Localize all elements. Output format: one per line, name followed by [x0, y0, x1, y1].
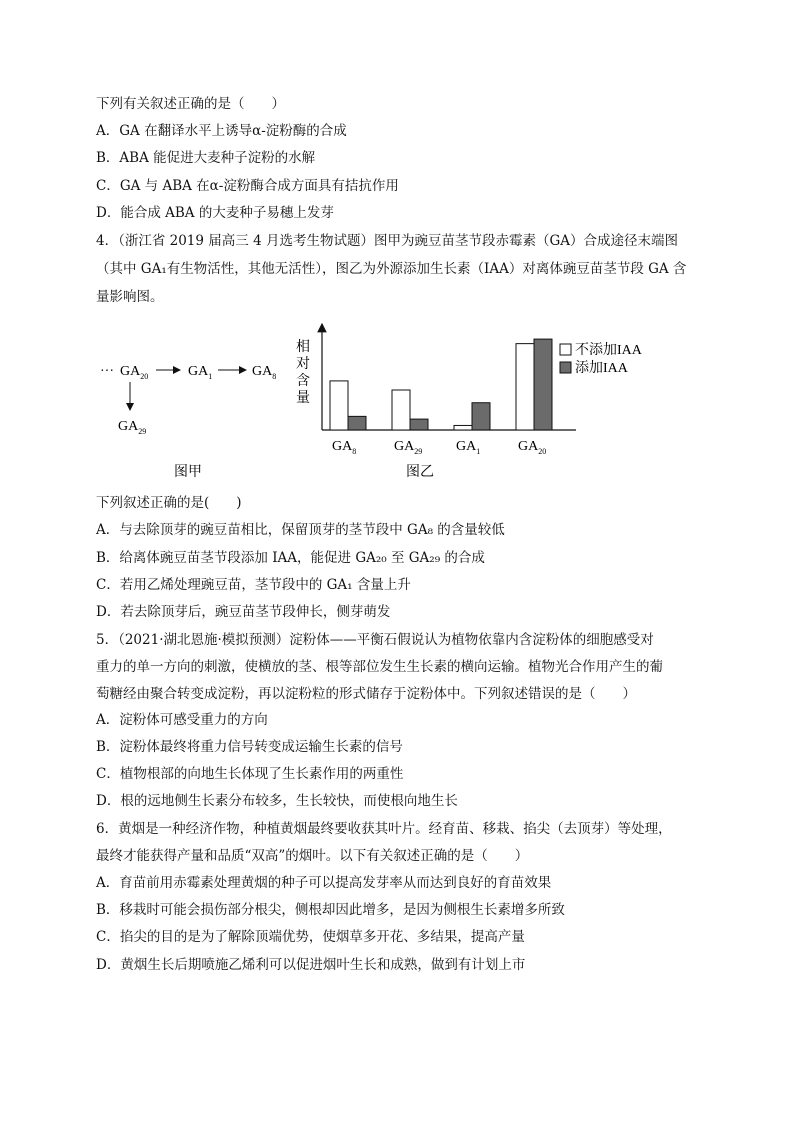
figure-b-caption: 图乙 — [406, 465, 434, 480]
bar-ga8-no-iaa — [330, 381, 348, 430]
q4-option-d: D．若去除顶芽后，豌豆苗茎节段伸长，侧芽萌发 — [96, 604, 391, 620]
q4-option-a: A．与去除顶芽的豌豆苗相比，保留顶芽的茎节段中 GA₈ 的含量较低 — [96, 522, 505, 538]
q3-option-d: D．能合成 ABA 的大麦种子易穗上发芽 — [96, 205, 334, 221]
q6-stem-line1: 6．黄烟是一种经济作物，种植黄烟最终要收获其叶片。经育苗、移栽、掐尖（去顶芽）等处理， — [96, 821, 672, 837]
q5-stem-line1: 5．（2021·湖北恩施·模拟预测）淀粉体——平衡石假说认为植物依靠内含淀粉体的细胞感受对 — [96, 632, 654, 648]
y-axis-label-char: 对 — [296, 357, 310, 372]
q6-option-c: C．掐尖的目的是为了解除顶端优势，使烟草多开花、多结果，提高产量 — [96, 929, 525, 945]
q6-option-d: D．黄烟生长后期喷施乙烯利可以促进烟叶生长和成熟，做到有计划上市 — [96, 957, 526, 973]
q4-stem-line3: 量影响图。 — [96, 289, 164, 305]
figure-a-caption: 图甲 — [174, 465, 202, 480]
q6-stem-line2: 最终才能获得产量和品质“双高”的烟叶。以下有关叙述正确的是（ ） — [96, 848, 529, 864]
q4-stem-line1: 4．（浙江省 2019 届高三 4 月选考生物试题）图甲为豌豆苗茎节段赤霉素（GA）合成途径末端图 — [96, 233, 678, 249]
q4-figure — [96, 318, 696, 488]
q3-option-c: C．GA 与 ABA 在α-淀粉酶合成方面具有拮抗作用 — [96, 178, 399, 194]
q5-stem-line3: 萄糖经由聚合转变成淀粉，再以淀粉粒的形式储存于淀粉体中。下列叙述错误的是（ ） — [96, 686, 636, 702]
legend-label-no-iaa: 不添加IAA — [575, 343, 642, 358]
x-tick-label-ga8: $GA_8$ — [332, 439, 357, 456]
node-ga20: $GA_{20}$ — [120, 364, 149, 381]
q5-stem-line2: 重力的单一方向的刺激，使横放的茎、根等部位发生生长素的横向运输。植物光合作用产生的葡 — [96, 659, 663, 675]
q5-option-c: C．植物根部的向地生长体现了生长素作用的两重性 — [96, 766, 404, 782]
q4-option-b: B．给离体豌豆苗茎节段添加 IAA，能促进 GA₂₀ 至 GA₂₉ 的合成 — [96, 550, 485, 566]
q5-option-b: B．淀粉体最终将重力信号转变成运输生长素的信号 — [96, 739, 403, 755]
bar-chart — [296, 324, 643, 480]
node-ga1: $GA_1$ — [188, 364, 213, 381]
q4-option-c: C．若用乙烯处理豌豆苗，茎节段中的 GA₁ 含量上升 — [96, 577, 411, 593]
bar-ga20-no-iaa — [516, 344, 534, 430]
bar-ga8-iaa — [348, 416, 366, 430]
y-axis-label-char: 量 — [296, 391, 310, 406]
q6-option-a: A．育苗前用赤霉素处理黄烟的种子可以提高发芽率从而达到良好的育苗效果 — [96, 875, 552, 891]
q5-option-d: D．根的远地侧生长素分布较多，生长较快，而使根向地生长 — [96, 793, 458, 809]
bar-ga1-no-iaa — [454, 425, 472, 430]
x-tick-label-ga29: $GA_{29}$ — [394, 439, 423, 456]
legend-swatch-iaa — [560, 362, 571, 373]
q4-stem-line2: （其中 GA₁有生物活性，其他无活性），图乙为外源添加生长素（IAA）对离体豌豆苗茎节段 GA 含 — [96, 261, 687, 277]
figure-svg — [96, 318, 696, 488]
q6-option-b: B．移栽时可能会损伤部分根尖，侧根却因此增多，是因为侧根生长素增多所致 — [96, 902, 565, 918]
y-axis-label-char: 含 — [296, 374, 310, 389]
bar-ga1-iaa — [472, 403, 490, 430]
node-ga8: $GA_8$ — [252, 364, 277, 381]
q4-question: 下列叙述正确的是( ) — [96, 495, 242, 511]
pathway-prefix: ··· — [100, 364, 114, 379]
bar-ga29-no-iaa — [392, 390, 410, 430]
q3-option-b: B．ABA 能促进大麦种子淀粉的水解 — [96, 150, 316, 166]
pathway-diagram — [100, 364, 276, 480]
legend-label-iaa: 添加IAA — [575, 361, 628, 376]
q5-option-a: A．淀粉体可感受重力的方向 — [96, 712, 268, 728]
x-tick-label-ga1: $GA_1$ — [456, 439, 481, 456]
legend-swatch-no-iaa — [560, 344, 571, 355]
y-axis-label — [296, 338, 310, 406]
bar-ga29-iaa — [410, 419, 428, 430]
node-ga29: $GA_{29}$ — [118, 419, 147, 436]
y-axis-label-char: 相 — [296, 340, 310, 355]
bar-ga20-iaa — [534, 339, 552, 430]
q3-stem: 下列有关叙述正确的是（ ） — [96, 96, 285, 112]
q3-option-a: A．GA 在翻译水平上诱导α-淀粉酶的合成 — [96, 123, 347, 139]
x-tick-label-ga20: $GA_{20}$ — [518, 439, 547, 456]
